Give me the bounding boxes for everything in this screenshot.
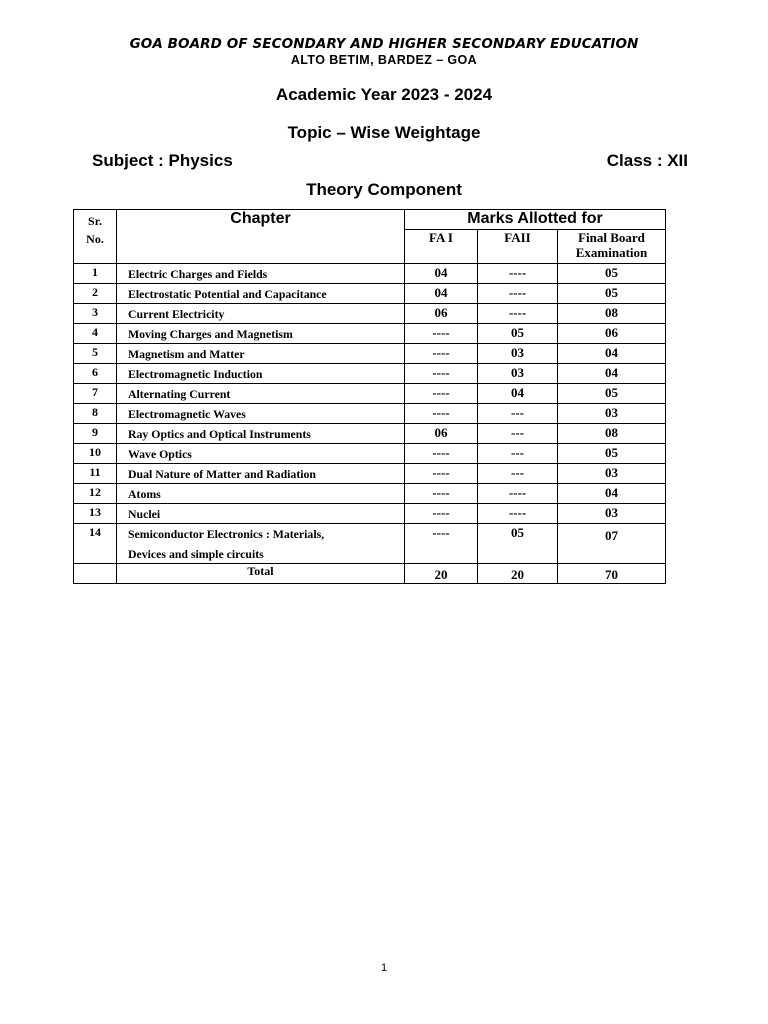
table-row [74, 384, 666, 404]
row-final: 04 [558, 364, 666, 384]
table-row [74, 424, 666, 444]
table-header-row [74, 210, 666, 230]
row-fa2: --- [478, 404, 558, 424]
total-fa2: 20 [478, 564, 558, 584]
row-sr: 1 [74, 264, 117, 284]
topic-title: Topic – Wise Weightage [287, 123, 481, 142]
row-final: 07 [558, 524, 666, 564]
row-fa1: ---- [405, 524, 478, 564]
total-final: 70 [558, 564, 666, 584]
table-row [74, 444, 666, 464]
row-sr: 12 [74, 484, 117, 504]
class-label: Class : XII [606, 151, 688, 170]
row-chapter: Atoms [117, 484, 405, 504]
row-fa1: ---- [405, 484, 478, 504]
col-header-chapter: Chapter [117, 210, 405, 264]
row-sr: 4 [74, 324, 117, 344]
row-fa1: ---- [405, 344, 478, 364]
total-fa1: 20 [405, 564, 478, 584]
row-sr: 10 [74, 444, 117, 464]
row-final: 05 [558, 384, 666, 404]
table-total-row [74, 564, 666, 584]
row-sr: 2 [74, 284, 117, 304]
col-header-sr-line1: Sr. [88, 214, 102, 228]
board-address: ALTO BETIM, BARDEZ – GOA [290, 53, 478, 67]
component-title: Theory Component [306, 180, 462, 199]
row-fa2: 04 [478, 384, 558, 404]
col-header-final-line2: Examination [575, 245, 648, 260]
row-fa1: ---- [405, 324, 478, 344]
row-final: 06 [558, 324, 666, 344]
row-fa1: ---- [405, 504, 478, 524]
row-chapter: Alternating Current [117, 384, 405, 404]
table-row [74, 344, 666, 364]
row-fa2: ---- [478, 304, 558, 324]
row-final: 05 [558, 284, 666, 304]
col-header-final-line1: Final Board [578, 230, 645, 245]
row-chapter: Current Electricity [117, 304, 405, 324]
row-fa2: ---- [478, 264, 558, 284]
row-fa2: --- [478, 424, 558, 444]
row-fa2: ---- [478, 284, 558, 304]
row-fa2: ---- [478, 504, 558, 524]
table-row [74, 324, 666, 344]
table-row [74, 484, 666, 504]
row-sr: 6 [74, 364, 117, 384]
academic-year: Academic Year 2023 - 2024 [275, 85, 493, 104]
row-chapter: Electric Charges and Fields [117, 264, 405, 284]
table-row [74, 364, 666, 384]
row-fa2: ---- [478, 484, 558, 504]
row-fa2: --- [478, 444, 558, 464]
row-final: 03 [558, 464, 666, 484]
row-fa1: 06 [405, 424, 478, 444]
row-chapter: Dual Nature of Matter and Radiation [117, 464, 405, 484]
col-header-marks: Marks Allotted for [405, 210, 666, 230]
row-chapter: Wave Optics [117, 444, 405, 464]
subject-label: Subject : Physics [92, 151, 233, 170]
row-fa1: ---- [405, 464, 478, 484]
row-fa2: 03 [478, 364, 558, 384]
row-sr: 3 [74, 304, 117, 324]
row-sr: 11 [74, 464, 117, 484]
row-fa1: 06 [405, 304, 478, 324]
row-sr: 5 [74, 344, 117, 364]
row-sr: 9 [74, 424, 117, 444]
board-title: GOA BOARD OF SECONDARY AND HIGHER SECONDARY EDUCATION [129, 36, 639, 52]
table-row [74, 404, 666, 424]
table-row [74, 504, 666, 524]
row-final: 04 [558, 344, 666, 364]
row-fa1: ---- [405, 404, 478, 424]
row-chapter: Ray Optics and Optical Instruments [117, 424, 405, 444]
table-row-14 [74, 524, 666, 564]
row-fa2: 03 [478, 344, 558, 364]
row-final: 05 [558, 264, 666, 284]
row-sr: 7 [74, 384, 117, 404]
row-fa1: ---- [405, 384, 478, 404]
col-header-final [558, 230, 666, 264]
page-number: 1 [380, 962, 388, 974]
col-header-fa2: FAII [478, 230, 558, 264]
row-sr: 13 [74, 504, 117, 524]
row-fa1: ---- [405, 364, 478, 384]
col-header-sr [74, 210, 117, 264]
row-fa1: 04 [405, 264, 478, 284]
row-sr: 14 [74, 524, 117, 564]
row-chapter: Electromagnetic Induction [117, 364, 405, 384]
row-final: 08 [558, 424, 666, 444]
row-fa1: 04 [405, 284, 478, 304]
row-fa1: ---- [405, 444, 478, 464]
table-row [74, 284, 666, 304]
col-header-fa1: FA I [405, 230, 478, 264]
row-chapter-line2: Devices and simple circuits [128, 547, 264, 561]
row-fa2: 05 [478, 524, 558, 564]
row-final: 03 [558, 404, 666, 424]
row-final: 03 [558, 504, 666, 524]
row-chapter-line1: Semiconductor Electronics : Materials, [128, 527, 325, 541]
table-row [74, 464, 666, 484]
row-chapter [117, 524, 405, 564]
table-row [74, 264, 666, 284]
row-chapter: Moving Charges and Magnetism [117, 324, 405, 344]
total-label: Total [117, 564, 405, 584]
row-chapter: Electrostatic Potential and Capacitance [117, 284, 405, 304]
row-chapter: Magnetism and Matter [117, 344, 405, 364]
row-fa2: --- [478, 464, 558, 484]
row-fa2: 05 [478, 324, 558, 344]
total-sr [74, 564, 117, 584]
weightage-table [73, 209, 666, 584]
row-chapter: Electromagnetic Waves [117, 404, 405, 424]
row-sr: 8 [74, 404, 117, 424]
table-row [74, 304, 666, 324]
row-final: 08 [558, 304, 666, 324]
row-final: 04 [558, 484, 666, 504]
col-header-sr-line2: No. [86, 232, 104, 246]
row-chapter: Nuclei [117, 504, 405, 524]
row-final: 05 [558, 444, 666, 464]
